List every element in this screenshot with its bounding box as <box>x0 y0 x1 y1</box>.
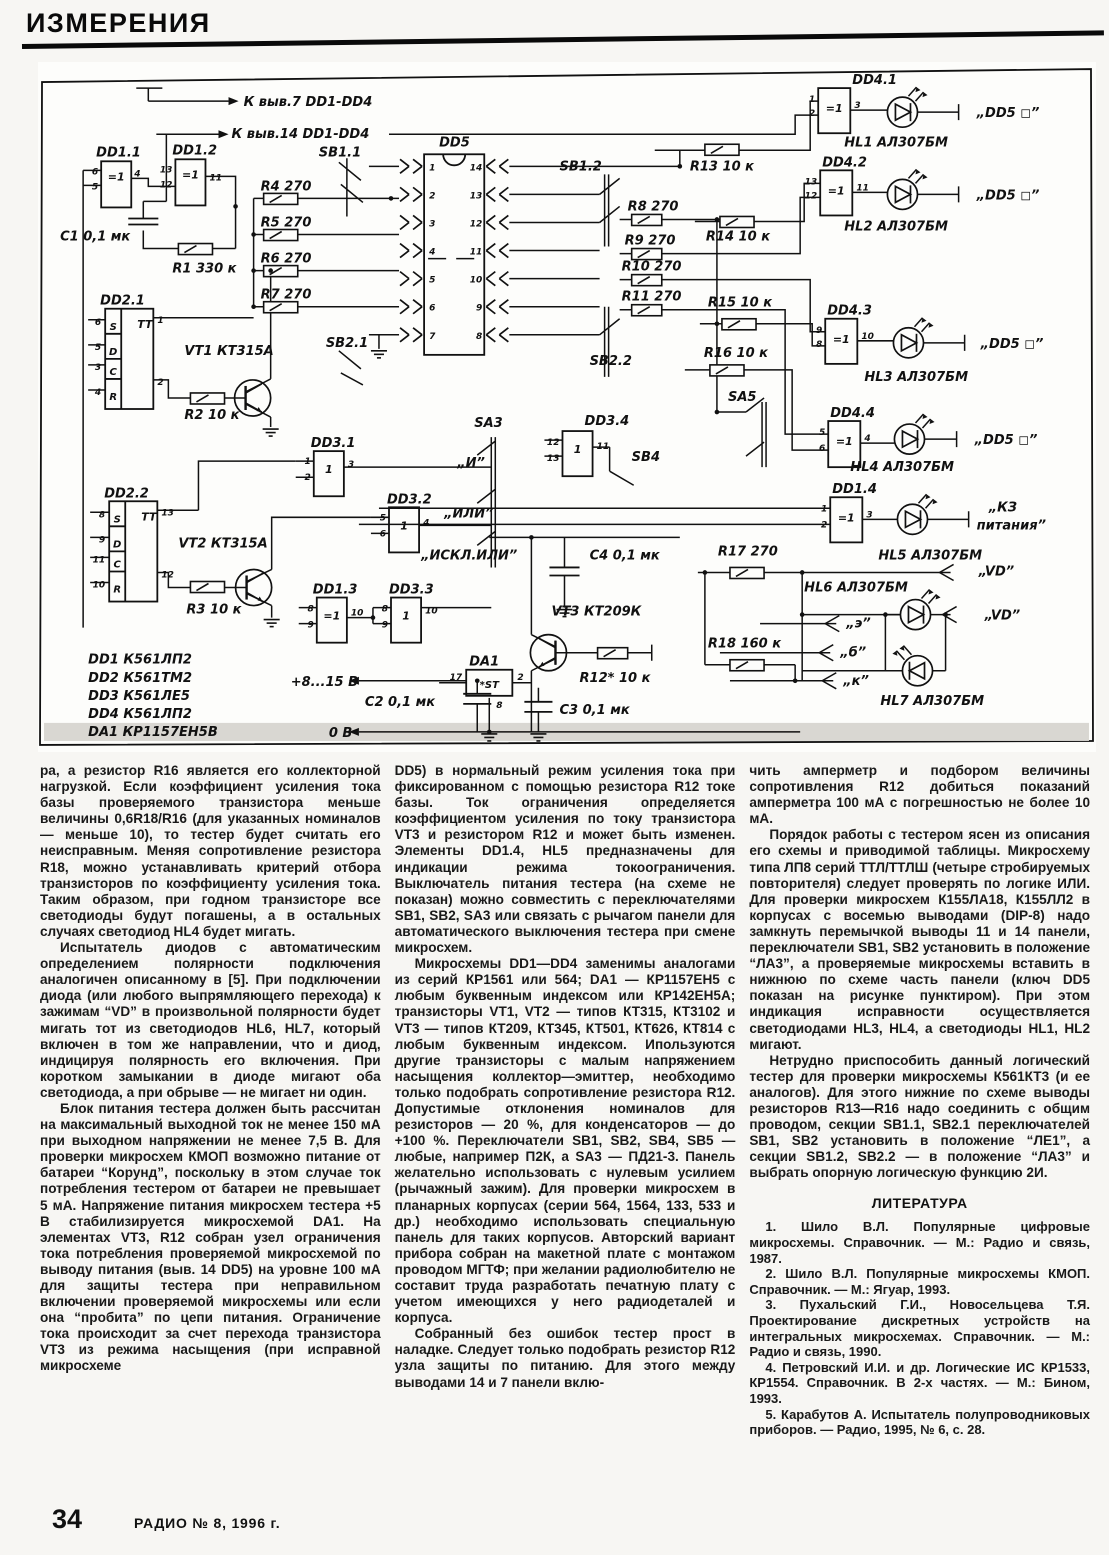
schematic-label: 1 <box>808 95 816 106</box>
schematic-label: TT <box>141 510 157 524</box>
schematic-label: 5 <box>429 275 436 286</box>
resistor-r15 <box>722 319 756 330</box>
article-body <box>40 763 1090 1438</box>
label-term-k: „к” <box>843 673 869 689</box>
led-hl4 <box>894 414 934 454</box>
schematic-label: 9 <box>98 535 106 546</box>
schematic-label: 3 <box>429 219 436 230</box>
schematic-label: 8 <box>475 331 483 342</box>
parts-list-dd1: DD1 К561ЛП2 <box>88 652 192 668</box>
resistor-r10 <box>632 275 662 286</box>
literature-heading: ЛИТЕРАТУРА <box>871 1195 968 1212</box>
schematic-label: 12 <box>469 219 483 230</box>
schematic-label: 10 <box>469 275 483 286</box>
page-number: 34 <box>52 1504 83 1534</box>
body-paragraph: Блок питания тестера должен быть рассчитан на максимальный выходной ток не менее 150 мА при выходном напряжении не менее 7,5 В. Для проверки микросхем КМОП возможно питание от батареи “Корунд”, поскольку в этом случае ток потребления тестером от батареи не превышает 5 мА. Напряжение питания микросхем тестера +5 В стабилизируется микросхемой DA1. На элементах VT3, R12 собран узел ограничения тока потребления проверяемой микросхемой по выводу питания (выв. 14 DD5) на уровне 100 мА для защиты тестера при неправильном включении проверяемой микросхемы или если она “пробита” по цепи питания. Ограничение тока происходит за счет перехода транзистора VT3 из режима насыщения (при исправной микросхеме <box>40 1100 381 1374</box>
schematic-label: 4 <box>423 518 430 529</box>
label-vt2: VT2 КТ315А <box>178 536 268 552</box>
label-dd3-1: DD3.1 <box>310 436 356 452</box>
resistor-r3 <box>190 581 224 592</box>
schematic-label: 1 <box>304 457 311 468</box>
gate-symbol: 1 <box>402 609 410 623</box>
schematic-label: 5 <box>94 342 102 353</box>
body-paragraph: Собранный без ошибок тестер прост в наладке. Следует только подобрать резистор R12 узла защиты по питанию. Для этого между выводами 14 и 7 панели вклю- <box>394 1326 736 1390</box>
schematic-label: 1 <box>429 163 436 174</box>
label-dd4-3: DD4.3 <box>827 303 872 319</box>
schematic-label: 12 <box>161 570 174 581</box>
label-c4: С4 0,1 мк <box>589 548 660 564</box>
body-paragraph: чить амперметр и подбором величины сопротивления R12 добиться показаний амперметра 100 мА с погрешностью не более 10 мА. <box>749 763 1091 827</box>
led-hl1 <box>887 87 927 127</box>
resistor-r7 <box>264 302 298 313</box>
label-r18: R18 160 к <box>707 636 782 652</box>
label-dd1-3: DD1.3 <box>312 582 358 598</box>
schematic-label: 14 <box>469 163 483 174</box>
schematic-label: 11 <box>596 442 610 453</box>
label-r10: R10 270 <box>621 259 682 275</box>
label-c2: С2 0,1 мк <box>364 694 436 710</box>
gate-symbol: =1 <box>835 435 853 449</box>
label-r11: R11 270 <box>621 289 682 305</box>
label-hl7: HL7 АЛ307БМ <box>880 693 985 709</box>
schematic-label: 4 <box>864 434 871 445</box>
schematic-label: 13 <box>161 508 174 519</box>
label-out-dd5-4: „DD5 ◻” <box>974 433 1038 449</box>
label-hl3: HL3 АЛ307БМ <box>864 369 969 385</box>
schematic-label: 8 <box>98 510 106 521</box>
schematic-label: 11 <box>92 555 106 566</box>
schematic-label: 6 <box>379 529 386 540</box>
schematic-label: C <box>113 559 121 571</box>
label-r7: R7 270 <box>260 287 312 303</box>
label-hl4: HL4 АЛ307БМ <box>850 460 955 476</box>
literature-item: 4. Петровский И.И. и др. Логические ИС КР1533, КР1554. Справочник. В 2-х частях. — М.: Бином, 1993. <box>749 1359 1091 1406</box>
parts-list-da1: DA1 КР1157ЕН5В <box>88 724 218 740</box>
literature-item: 3. Пухальский Г.И., Новосельцева Т.Я. Проектирование дискретных устройств на интегральных микросхемах. Справочник. — М.: Радио и связь, 1990. <box>749 1297 1091 1360</box>
label-r8: R8 270 <box>627 199 679 215</box>
label-dd2-2: DD2.2 <box>104 486 149 502</box>
resistor-r1 <box>178 244 212 255</box>
gate-symbol: 1 <box>573 443 582 457</box>
label-c3: С3 0,1 мк <box>559 702 630 718</box>
schematic-figure <box>38 62 1096 752</box>
body-paragraph: Испытатель диодов с автоматическим определением полярности подключения аналогичен описанному в [5]. При подключении диода (или любого выпрямляющего перехода) к зажимам “VD” в произвольной полярности будет мигать тот из светодиодов HL6, HL7, который включен в том же направлении, что и диод, индицируя полярность его включения. При коротком замыкании в диоде мигают оба светодиода, а при обрыве — не мигает ни один. <box>40 940 381 1100</box>
gate-dd1-2 <box>175 159 205 205</box>
schematic-label: 10 <box>350 608 364 619</box>
gate-symbol: 1 <box>400 519 408 533</box>
label-r17: R17 270 <box>717 544 778 560</box>
led-hl5 <box>897 494 937 534</box>
label-mode-or: „ИЛИ” <box>444 506 494 522</box>
label-sa3: SA3 <box>474 416 503 432</box>
schematic-label: 3 <box>866 510 873 521</box>
schematic-label: 1 <box>820 504 828 515</box>
label-dd1-2: DD1.2 <box>172 143 218 159</box>
schematic-label: 3 <box>347 460 355 471</box>
schematic-label: 8 <box>307 604 314 615</box>
schematic-label: D <box>109 346 118 358</box>
literature-item: 5. Карабутов А. Испытатель полупроводниковых приборов. — Радио, 1995, № 6, с. 28. <box>749 1406 1091 1438</box>
label-out-kz: „КЗ <box>988 500 1017 516</box>
gate-symbol: =1 <box>832 332 850 346</box>
resistor-r5 <box>264 229 298 240</box>
schematic-label: 10 <box>425 606 438 617</box>
schematic-label: 2 <box>517 672 524 683</box>
label-dd3-3: DD3.3 <box>388 582 434 598</box>
schematic-labels <box>60 73 1046 741</box>
gate-dd1-1 <box>101 161 131 207</box>
label-mode-and: „И” <box>457 456 485 472</box>
schematic-label: 11 <box>469 247 483 258</box>
dd5-pin-chevrons <box>400 159 508 342</box>
label-c1: С1 0,1 мк <box>60 229 131 245</box>
schematic-label: R <box>113 584 122 596</box>
label-power-zero: 0 В <box>328 725 353 741</box>
schematic-label: 2 <box>820 520 828 531</box>
label-dd4-2: DD4.2 <box>822 155 867 171</box>
section-title: ИЗМЕРЕНИЯ <box>26 8 211 38</box>
schematic-label: S <box>113 514 121 526</box>
schematic-label: 9 <box>475 303 483 314</box>
label-r5: R5 270 <box>260 215 312 231</box>
label-term-e: „э” <box>846 616 871 632</box>
schematic-label: 2 <box>808 109 816 120</box>
gate-symbol: =1 <box>825 102 843 116</box>
led-hl2 <box>887 169 927 209</box>
schematic-label: 13 <box>546 454 560 465</box>
schematic-svg <box>38 62 1096 752</box>
schematic-label: R <box>109 391 118 403</box>
page-footer <box>52 1504 280 1535</box>
parts-list-dd3: DD3 К561ЛЕ5 <box>88 688 190 704</box>
label-dd3-2: DD3.2 <box>386 492 432 508</box>
schematic-label: *ST <box>479 679 499 691</box>
schematic-label: 12 <box>804 191 818 202</box>
ground-symbol <box>263 429 279 436</box>
schematic-label: 8 <box>496 700 503 711</box>
body-paragraph: Нетрудно приспособить данный логический тестер для проверки микросхемы К561КТ3 (и ее аналогов). Для этого нижние по схеме выводы резисторов R13—R16 надо соединить с общим проводом, секции SB1.1, SB2.1 переключателей SB1, SB2 установить в положение “ЛЕ1”, а секции SB1.2, SB2.2 — в положение “ЛА3” и выбрать опорную логическую функцию 2И. <box>749 1052 1091 1181</box>
label-r3: R3 10 к <box>186 602 242 618</box>
literature-item: 1. Шило В.Л. Популярные цифровые микросхемы. Справочник. — М.: Радио и связь, 1987. <box>749 1219 1091 1266</box>
label-term-vd2: „VD” <box>984 608 1021 624</box>
label-dd5: DD5 <box>439 135 470 151</box>
schematic-label: 3 <box>94 362 102 373</box>
label-sb1-2: SB1.2 <box>559 159 602 175</box>
label-dd1-4: DD1.4 <box>832 482 877 498</box>
resistor-r18 <box>730 660 764 671</box>
schematic-label: 1 <box>157 315 164 326</box>
label-hl6: HL6 АЛ307БМ <box>804 580 908 596</box>
schematic-label: TT <box>137 317 153 331</box>
label-hl1: HL1 АЛ307БМ <box>844 135 948 151</box>
schematic-label: 2 <box>429 191 436 202</box>
label-hl2: HL2 АЛ307БМ <box>844 219 948 235</box>
schematic-label: 12 <box>546 438 560 449</box>
label-r16: R16 10 к <box>703 345 769 361</box>
resistor-r16 <box>710 365 744 376</box>
gate-symbol: =1 <box>107 170 125 184</box>
label-out-dd5-3: „DD5 ◻” <box>980 336 1044 352</box>
page-header <box>26 8 211 39</box>
ground-symbol <box>371 351 387 358</box>
label-to-pin7: К выв.7 DD1-DD4 <box>243 95 373 111</box>
schematic-label: 5 <box>818 428 826 439</box>
label-dd3-4: DD3.4 <box>584 414 630 430</box>
text-column-2 <box>395 763 736 1438</box>
schematic-label: 6 <box>94 317 102 328</box>
label-r4: R4 270 <box>260 179 312 195</box>
text-column-3 <box>749 763 1090 1438</box>
schematic-label: 12 <box>159 180 173 191</box>
schematic-label: 10 <box>92 580 106 591</box>
label-sb4: SB4 <box>631 450 661 466</box>
schematic-label: 13 <box>804 177 818 188</box>
label-vt1: VT1 КТ315А <box>184 343 274 359</box>
schematic-label: 8 <box>815 339 823 350</box>
body-paragraph: ра, а резистор R16 является его коллекторной нагрузкой. Если коэффициент усиления тока базы проверяемого транзистора меньше величины 0,6R18/R16 (для указанных номиналов — меньше 10), то тестер будет считать его неисправным. Меняя сопротивление резистора R18, можно устанавливать критерий отбора транзисторов по коэффициенту усиления тока. Таким образом, при годном транзисторе все светодиоды будут погашены, а в остальных случаях светодиод HL4 будет мигать. <box>40 763 381 939</box>
label-hl5: HL5 АЛ307БМ <box>878 548 983 564</box>
label-dd1-1: DD1.1 <box>96 145 141 161</box>
schematic-label: 9 <box>307 620 314 631</box>
gate-symbol: =1 <box>827 184 845 198</box>
schematic-label: 6 <box>429 303 436 314</box>
led-hl7 <box>892 646 932 686</box>
body-paragraph: DD5) в нормальный режим усиления тока при фиксированном с помощью резистора R12 токе базы. Ток ограничения определяется коэффициентом усиления по току транзистора VT3 и резистором R12 и может быть изменен. Элементы DD1.4, HL5 предназначены для индикации режима токоограничения. Выключатель питания тестера (на схеме не показан) можно совместить с переключателями SB1, SB2, SA3 или связать с рычагом панели для автоматического выключения тестера при смене микросхем. <box>394 763 736 956</box>
label-dd4-4: DD4.4 <box>830 406 875 422</box>
ground-symbol <box>264 620 280 627</box>
schematic-label: C <box>109 366 117 378</box>
cap-c4 <box>549 567 579 575</box>
schematic-label: 4 <box>429 247 436 258</box>
gate-symbol: =1 <box>837 511 855 525</box>
text-column-1 <box>40 763 381 1438</box>
label-term-b: „б” <box>840 645 867 661</box>
gate-symbol: =1 <box>323 609 341 623</box>
schematic-label: 3 <box>854 101 861 112</box>
resistor-r9 <box>632 249 662 260</box>
resistor-r4 <box>264 193 298 204</box>
label-to-pin14: К выв.14 DD1-DD4 <box>231 127 370 143</box>
resistor-r8 <box>632 214 662 225</box>
label-r13: R13 10 к <box>689 159 755 175</box>
label-r2: R2 10 к <box>184 408 240 424</box>
schematic-label: 13 <box>159 165 173 176</box>
label-r15: R15 10 к <box>707 295 773 311</box>
schematic-label: 6 <box>91 167 99 178</box>
schematic-label: 2 <box>157 377 164 388</box>
resistor-r12 <box>598 648 628 659</box>
label-mode-xor: „ИСКЛ.ИЛИ” <box>421 548 518 564</box>
label-r1: R1 330 к <box>172 261 237 277</box>
label-sb2-1: SB2.1 <box>325 335 369 351</box>
resistor-r14 <box>720 216 754 227</box>
label-da1: DA1 <box>469 654 500 670</box>
schematic-label: 7 <box>429 331 436 342</box>
schematic-label: 13 <box>469 191 483 202</box>
parts-list-dd4: DD4 К561ЛП2 <box>88 706 192 722</box>
schematic-label: 5 <box>91 182 99 193</box>
label-r6: R6 270 <box>260 251 312 267</box>
cap-c1 <box>128 218 158 224</box>
schematic-label: 4 <box>94 387 102 398</box>
literature-list <box>749 1219 1090 1437</box>
schematic-label: 6 <box>818 444 826 455</box>
schematic-label: 17 <box>449 672 463 683</box>
label-dd4-1: DD4.1 <box>852 73 897 89</box>
label-r14: R14 10 к <box>705 229 771 245</box>
schematic-label: 2 <box>304 473 311 484</box>
resistor-r17 <box>730 567 764 578</box>
parts-list-dd2: DD2 К561ТМ2 <box>88 670 193 686</box>
resistor-r11 <box>632 305 662 316</box>
label-dd2-1: DD2.1 <box>100 293 145 309</box>
led-hl3 <box>893 318 933 358</box>
schematic-label: 11 <box>209 173 223 184</box>
label-out-dd5-1: „DD5 ◻” <box>976 106 1040 122</box>
label-out-dd5-2: „DD5 ◻” <box>976 188 1040 204</box>
label-sb2-2: SB2.2 <box>589 353 632 369</box>
literature-item: 2. Шило В.Л. Популярные микросхемы КМОП. Справочник. — М.: Ягуар, 1993. <box>749 1266 1091 1297</box>
label-sa5: SA5 <box>727 389 757 405</box>
resistor-r2 <box>190 393 224 404</box>
schematic-label: 9 <box>815 325 823 336</box>
body-paragraph: Порядок работы с тестером ясен из описания его схемы и приводимой таблицы. Микросхему типа ЛП8 серий ТТЛ/ТТЛШ (четыре стробируемых повторителя) следует проверять по логике ИЛИ. Для проверки микросхем К155ЛА18, К155ЛЛ2 в корпусах с восемью выводами (DIP-8) надо замкнуть перемычкой выводы 11 и 14 панели, переключатели SB1, SB2 установить в положение “ЛА3”, а проверяемые микросхемы вставить в нижнюю по схеме часть панели (ключ DD5 показан на рисунке пунктиром). При этом индикация исправности осуществляется светодиодами HL3, HL4, а светодиоды HL1, HL2 мигают. <box>749 827 1091 1052</box>
cap-c3 <box>524 702 552 712</box>
resistor-r13 <box>705 144 739 155</box>
label-out-kz2: питания” <box>976 518 1046 534</box>
label-r12: R12* 10 к <box>579 670 651 686</box>
gate-symbol: =1 <box>181 168 199 182</box>
schematic-label: 8 <box>381 604 388 615</box>
schematic-label: 4 <box>134 169 141 180</box>
body-paragraph: Микросхемы DD1—DD4 заменимы аналогами из серий КР1561 или 564; DA1 — КР1157ЕН5 с любым буквенным индексом или КР142ЕН5А; транзисторы VT1, VT2 — типов КТ315, КТ3102 и VT3 — типов КТ209, КТ345, КТ501, КТ626, КТ814 с любым буквенным индексом. Ипользуются другие транзисторы с малым напряжением насыщения коллектор—эмиттер, необходимо только подобрать сопротивление резистора R12. Допустимые отклонения номиналов для резисторов — 20 %, для конденсаторов — до +100 %. Переключатели SB1, SB2, SB4, SB5 — любые, например П2К, а SA3 — ПД21-3. Панель желательно использовать с нулевым усилием (рычажный зажим). Для проверки микросхем в планарных корпусах (серии 564, 1564, 133, 533 и др.) необходимо использовать специальную панель для таких корпусов. Авторский вариант прибора собран на макетной плате с монтажом проводом МГТФ; при желании радиолюбителю не составит труда разработать печатную плату с учетом имеющихся у него радиодеталей и корпуса. <box>394 956 736 1326</box>
schematic-label: 11 <box>856 183 869 194</box>
schematic-label: 10 <box>861 331 874 342</box>
label-sb1-1: SB1.1 <box>318 145 362 161</box>
schematic-label: 5 <box>379 513 386 524</box>
schematic-label: 9 <box>381 620 388 631</box>
label-term-vd1: „VD” <box>978 564 1015 580</box>
label-power-plus: +8...15 В <box>290 674 359 690</box>
label-r9: R9 270 <box>624 233 676 249</box>
gate-symbol: 1 <box>324 463 333 477</box>
schematic-label: S <box>109 321 117 333</box>
label-vt3: VT3 КТ209К <box>551 604 642 620</box>
schematic-label: D <box>113 539 122 551</box>
journal-issue: РАДИО № 8, 1996 г. <box>134 1515 281 1531</box>
